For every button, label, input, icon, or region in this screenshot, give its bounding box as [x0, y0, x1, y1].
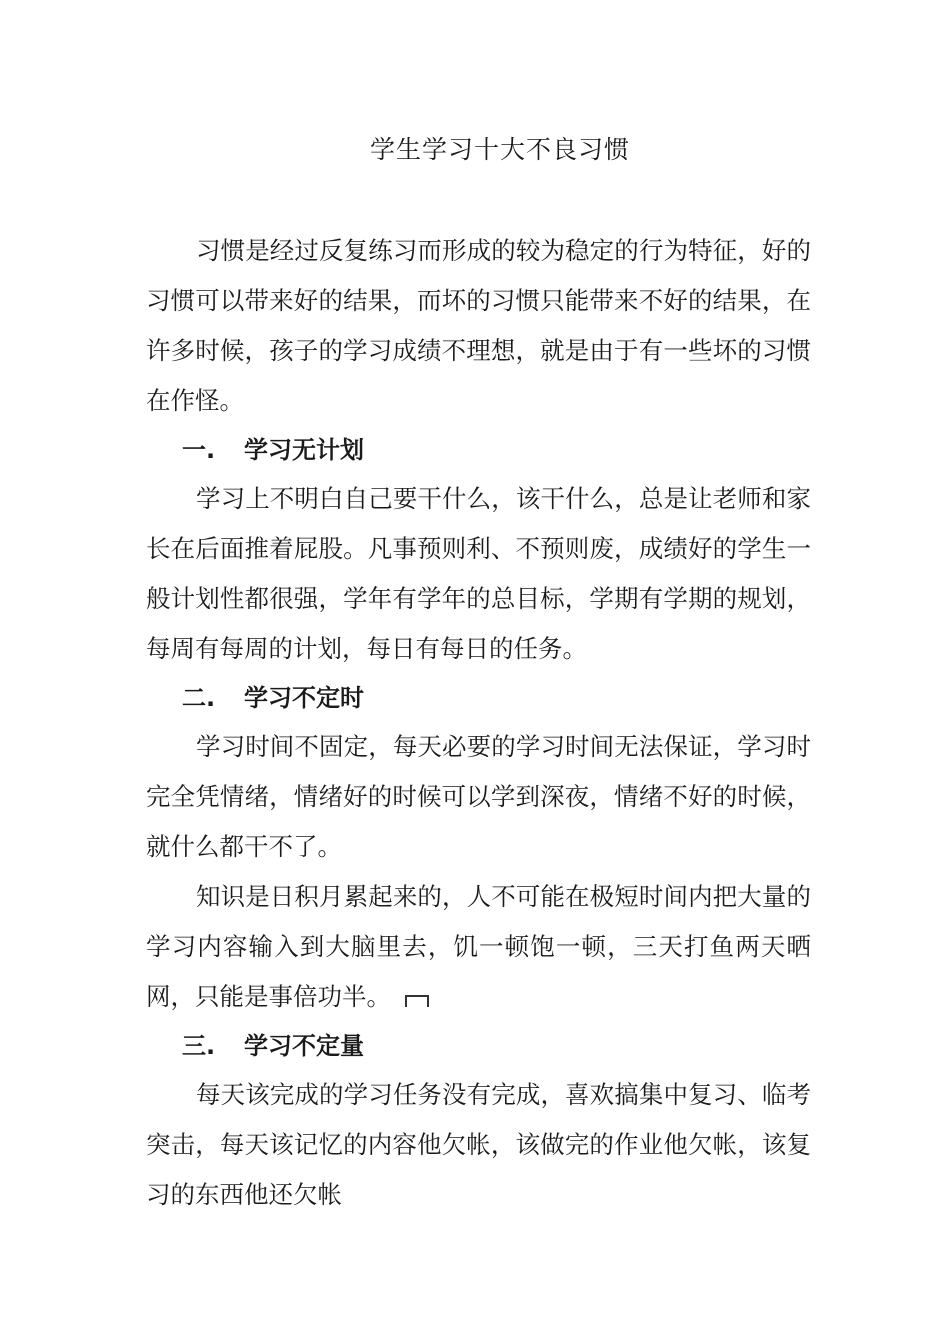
- corner-mark-icon: [405, 995, 429, 1007]
- section-heading-3: [182, 1026, 364, 1066]
- section-2-paragraph-1: 学习时间不固定，每天必要的学习时间无法保证，学习时完全凭情绪，情绪好的时候可以学到深夜，情绪不好的时候，就什么都干不了。: [146, 732, 811, 861]
- section-title-3: 学习不定量: [244, 1032, 364, 1060]
- section-title-1: 学习无计划: [244, 436, 364, 464]
- document-title: 学生学习十大不良习惯: [369, 135, 630, 164]
- section-number-2: 二.: [182, 684, 216, 712]
- section-heading-1: [182, 430, 364, 470]
- section-3-paragraph-1: 每天该完成的学习任务没有完成，喜欢搞集中复习、临考突击，每天该记忆的内容他欠帐，该做完的作业他欠帐，该复习的东西他还欠帐: [146, 1080, 811, 1209]
- section-number-3: 三.: [182, 1032, 216, 1060]
- section-2-paragraph-2-text: 知识是日积月累起来的，人不可能在极短时间内把大量的学习内容输入到大脑里去，饥一顿饱一顿，三天打鱼两天晒网，只能是事倍功半。: [146, 882, 811, 1011]
- section-heading-2: [182, 678, 364, 718]
- section-number-1: 一.: [182, 436, 216, 464]
- intro-paragraph: 习惯是经过反复练习而形成的较为稳定的行为特征，好的习惯可以带来好的结果，而坏的习惯只能带来不好的结果，在许多时候，孩子的学习成绩不理想，就是由于有一些坏的习惯在作怪。: [146, 236, 811, 415]
- section-1-paragraph-1: 学习上不明白自己要干什么，该干什么，总是让老师和家长在后面推着屁股。凡事预则利、不预则废，成绩好的学生一般计划性都很强，学年有学年的总目标，学期有学期的规划，每周有每周的计划，每日有每日的任务。: [146, 484, 811, 663]
- section-title-2: 学习不定时: [244, 684, 364, 712]
- section-2-paragraph-2: [146, 872, 811, 1022]
